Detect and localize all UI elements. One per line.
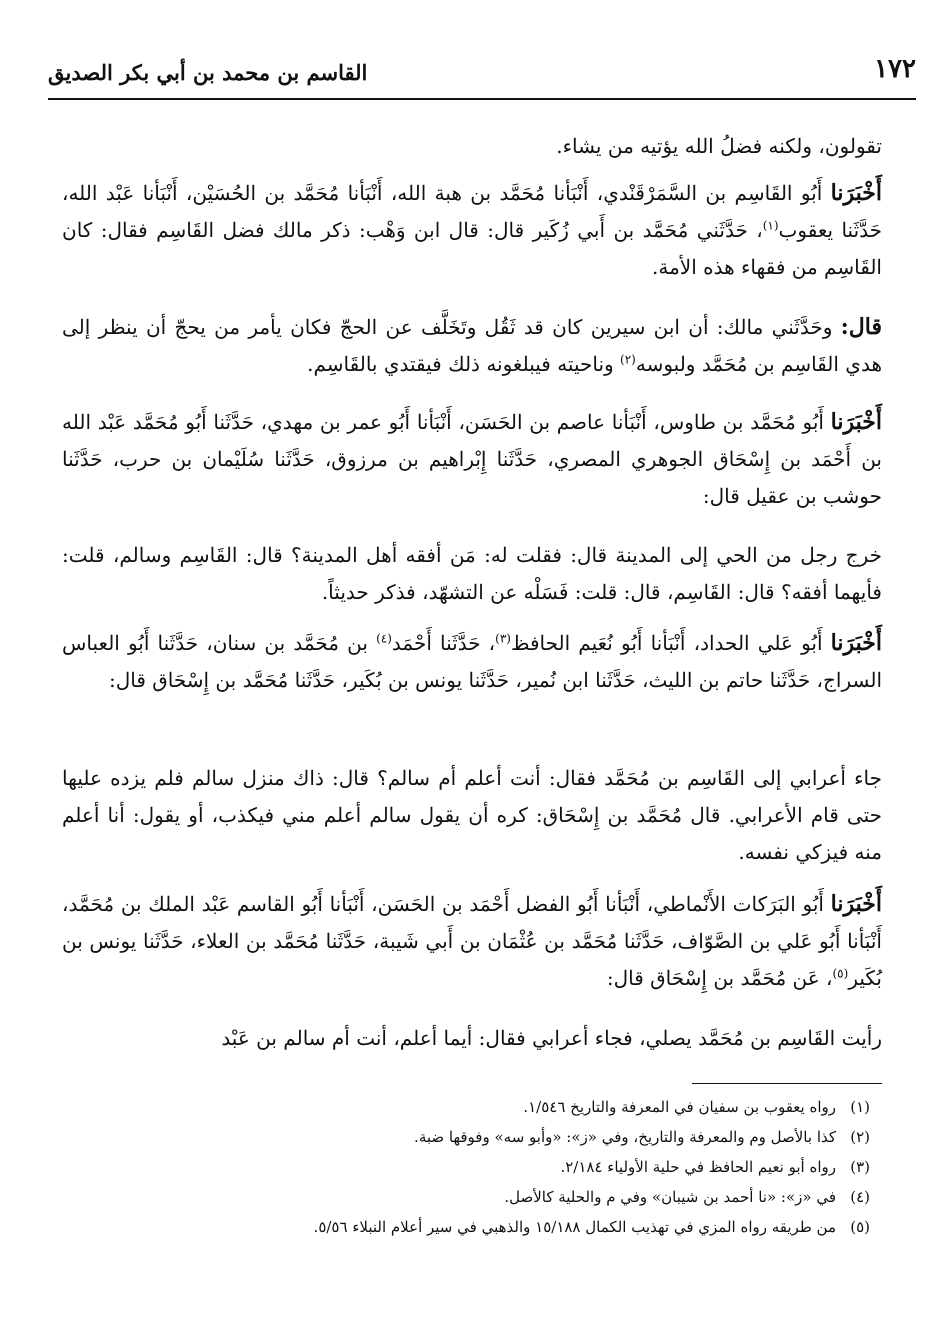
- paragraph-text: أَبُو القَاسِم بن السَّمَرْقَنْدي، أَنْبَأنا مُحَمَّد بن هبة الله، أَنْبَأنا مُحَمَّد بن الحُسَيْن، أَنْبَأنا عَبْد الله، حَدَّثَنا يعقوب: [62, 181, 882, 242]
- paragraph-text: وحَدَّثَني مالك: أن ابن سيرين كان قد ثَقُل وتَخَلَّف عن الحجّ فكان يأمر من يحجّ أن ينظر إلى هدي القَاسِم بن مُحَمَّد ولبوسه: [62, 315, 882, 376]
- paragraph-1: تقولون، ولكنه فضلُ الله يؤتيه من يشاء.: [556, 134, 882, 158]
- footnotes-list: [70, 1092, 870, 1242]
- paragraph-text: بن مُحَمَّد بن سنان، حَدَّثَنا أَبُو العباس السراج، حَدَّثَنا حاتم بن الليث، حَدَّثَنا ابن نُمير، حَدَّثَنا يونس بن بُكَير، حَدَّثَنا مُحَمَّد بن إِسْحَاق قال:: [62, 631, 882, 692]
- paragraph-6: [62, 625, 882, 699]
- akhbarana-lead: أَخْبَرَنا: [830, 891, 882, 917]
- footnote-item: [70, 1212, 870, 1242]
- paragraph-7: جاء أعرابي إلى القَاسِم بن مُحَمَّد فقال: أنت أعلم أم سالم؟ قال: ذاك منزل سالم فلم يزده عليها حتى قام الأعرابي. قال مُحَمَّد بن إِسْحَاق: كره أن يقول سالم أعلم مني فيكذب، أو يقول: أنا أعلم منه فيزكي نفسه.: [62, 766, 882, 864]
- footnote-ref-1: (١): [762, 218, 779, 233]
- akhbarana-lead: أَخْبَرَنا: [830, 409, 882, 435]
- footnote-ref-3: (٣): [495, 631, 511, 646]
- qala-lead: قال:: [840, 314, 882, 340]
- paragraph-text: أَبُو مُحَمَّد بن طاوس، أَنْبَأنا عاصم بن الحَسَن، أَنْبَأنا أَبُو عمر بن مهدي، حَدَّثَنا أَبُو مُحَمَّد عَبْد الله بن أَحْمَد بن إِسْحَاق الجوهري المصري، حَدَّثَنا إِبْراهيم بن مرزوق، حَدَّثَنا سُلَيْمان بن حرب، حَدَّثَنا حوشب بن عقيل قال:: [62, 410, 882, 508]
- page-number: ١٧٢: [874, 54, 916, 84]
- paragraph-text: ، عَن مُحَمَّد بن إِسْحَاق قال:: [606, 966, 833, 990]
- page-header: [48, 52, 916, 100]
- paragraph-text: ، حَدَّثَنا أَحْمَد: [391, 631, 496, 655]
- footnote-text: من طريقه رواه المزي في تهذيب الكمال ١٥/١٨٨ والذهبي في سير أعلام النبلاء ٥/٥٦.: [313, 1218, 836, 1236]
- akhbarana-lead: أَخْبَرَنا: [830, 180, 882, 206]
- paragraph-text: وناحيته فيبلغونه ذلك فيقتدي بالقَاسِم.: [307, 352, 621, 376]
- footnote-ref-4: (٤): [376, 631, 392, 646]
- footnote-item: [70, 1092, 870, 1122]
- footnote-number: (٥): [850, 1218, 870, 1236]
- footnote-text: رواه يعقوب بن سفيان في المعرفة والتاريخ ١/٥٤٦.: [523, 1098, 836, 1116]
- paragraph-text: ، حَدَّثَني مُحَمَّد بن أَبي زُكَير قال: قال ابن وَهْب: ذكر مالك فضل القَاسِم فقال: كان القَاسِم من فقهاء هذه الأمة.: [62, 218, 882, 279]
- paragraph-text: أَبُو عَلي الحداد، أَنْبَأنا أَبُو نُعَيم الحافظ: [510, 631, 831, 655]
- paragraph-8: [62, 886, 882, 997]
- footnote-ref-2: (٢): [620, 352, 636, 367]
- footnote-ref-5: (٥): [832, 966, 849, 981]
- paragraph-3: [62, 309, 882, 383]
- footnote-item: [70, 1122, 870, 1152]
- paragraph-5: خرج رجل من الحي إلى المدينة قال: فقلت له: مَن أفقه أهل المدينة؟ قال: القَاسِم وسالم، قلت: فأيهما أفقه؟ قال: القَاسِم، قال: قلت: فَسَلْه عن التشهّد، فذكر حديثاً.: [62, 543, 882, 604]
- footnote-text: في «ز»: «نا أحمد بن شيبان» وفي م والحلية كالأصل.: [504, 1188, 836, 1206]
- paragraph-9: رأيت القَاسِم بن مُحَمَّد يصلي، فجاء أعرابي فقال: أيما أعلم، أنت أم سالم بن عَبْد: [221, 1026, 882, 1050]
- footnote-number: (٢): [850, 1128, 870, 1146]
- paragraph-2: [62, 175, 882, 286]
- footnote-number: (١): [850, 1098, 870, 1116]
- footnote-text: كذا بالأصل وم والمعرفة والتاريخ، وفي «ز»: «وأبو سه» وفوقها ضبة.: [414, 1128, 836, 1146]
- akhbarana-lead: أَخْبَرَنا: [830, 630, 882, 656]
- footnote-item: [70, 1182, 870, 1212]
- paragraph-text: أَبُو البَرَكات الأَنْماطي، أَنْبَأنا أَبُو الفضل أَحْمَد بن الحَسَن، أَنْبَأنا أَبُو القاسم عَبْد الملك بن مُحَمَّد، أَنْبَأنا أَبُو عَلي بن الصَّوّاف، حَدَّثَنا مُحَمَّد بن عُثْمَان بن أَبي شَيبة، حَدَّثَنا مُحَمَّد بن العلاء، حَدَّثَنا يونس بن بُكَير: [62, 892, 882, 990]
- footnote-number: (٤): [850, 1188, 870, 1206]
- paragraph-4: [62, 404, 882, 515]
- footnote-text: رواه أبو نعيم الحافظ في حلية الأولياء ٢/١٨٤.: [560, 1158, 836, 1176]
- footnote-number: (٣): [850, 1158, 870, 1176]
- running-title: القاسم بن محمد بن أبي بكر الصديق: [48, 60, 368, 85]
- footnote-item: [70, 1152, 870, 1182]
- footnote-divider: [692, 1083, 882, 1084]
